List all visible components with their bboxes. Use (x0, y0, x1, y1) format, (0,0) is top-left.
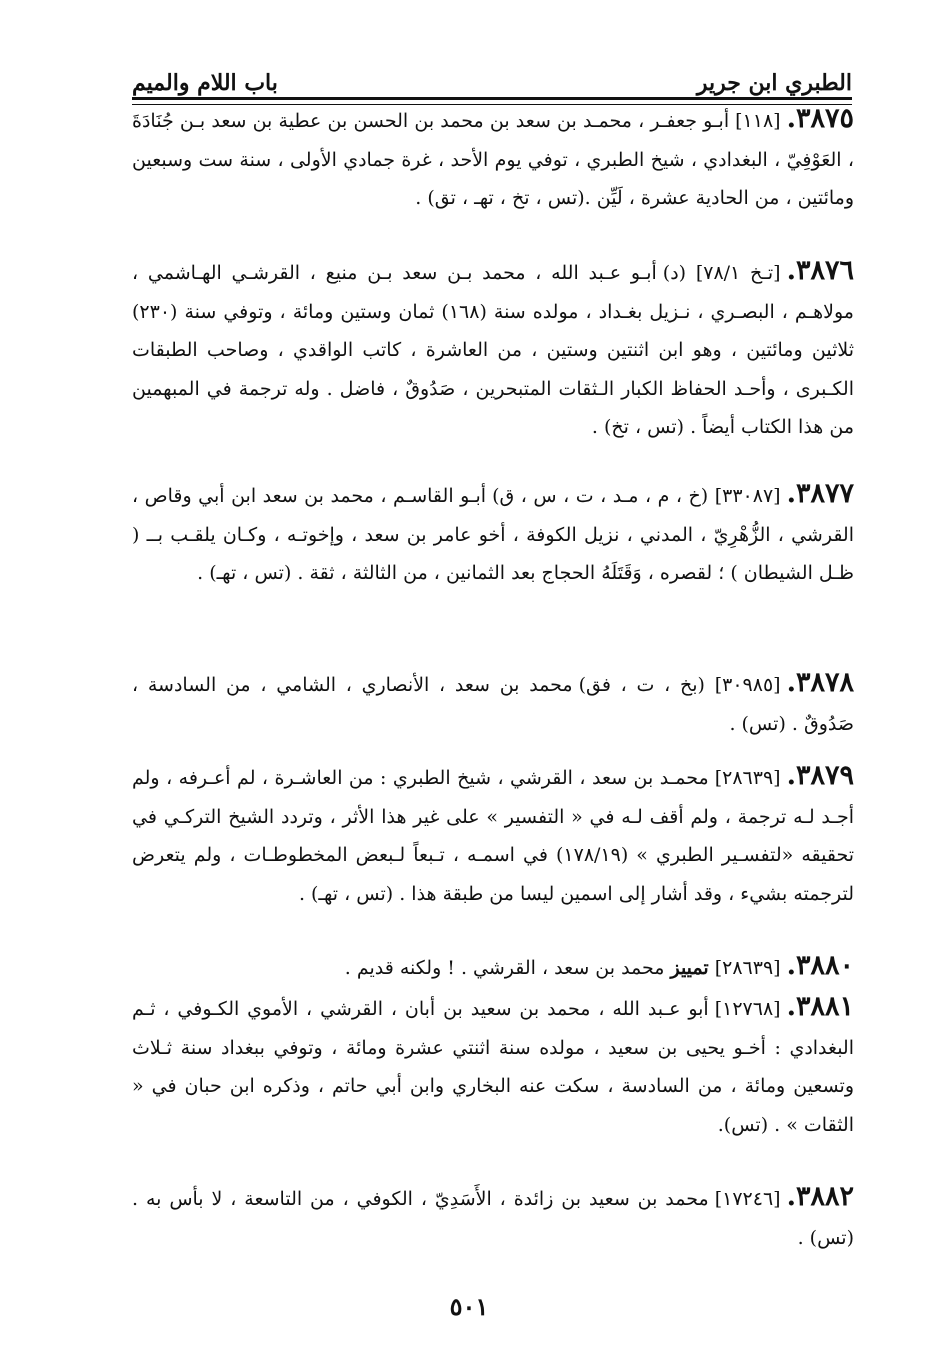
chapter-title: باب اللام والميم (132, 70, 278, 96)
entry-number: ٣٨٧٨. (786, 667, 854, 698)
entry-text: محمد بن سعيد بن زائدة ، الأَسَدِيّ ، الكوفي ، من التاسعة ، لا بأس به . (تس) . (132, 1188, 854, 1249)
entry-3875 (132, 100, 854, 218)
entry-3882 (132, 1178, 854, 1257)
entry-number: ٣٨٧٩. (786, 760, 854, 791)
entry-ref: [تـخ ٧٨/١] (د) (662, 262, 781, 284)
entry-text: محمد بن سعد ، القرشي . ! ولكنه قديم . (344, 957, 665, 979)
running-header (132, 48, 852, 96)
distinction-tag: تمييز (670, 957, 709, 979)
entry-3878 (132, 664, 854, 743)
entry-text: محمـد بن سعد ، القرشي ، شيخ الطبري : من العاشـرة ، لم أعـرفه ، ولم أجـد لـه ترجمة ، ولم أقف لـه في « التفسير » على غير هذا الأثر ، وتردد الشيخ التركـي في تحقيقه «لتفسـير الطبري » (١٧٨/١٩) في اسمـه ، تـبعاً لـبعض المخطوطـات ، ولم يتعرض لترجمته بشيء ، وقد أشار إلى اسمين ليسا من طبقة هذا . (تس ، تهـ) . (132, 767, 855, 905)
entry-number: ٣٨٨٠. (786, 950, 854, 981)
entry-ref: [١٧٢٤٦] (714, 1188, 781, 1210)
book-title: الطبري ابن جرير (696, 70, 852, 96)
entry-number: ٣٨٧٥. (786, 103, 854, 134)
entry-text: أبو عـبد الله ، محمد بن سعيد بن أبان ، القرشي ، الأموي الكـوفي ، ثـم البغدادي : أخـو يحيى بن سعيد ، مولده سنة اثنتي عشرة ومائة ، وتوفي ببغداد سنة ثـلاث وتسعين ومائة ، من السادسة ، سكت عنه البخاري وابن أبي حاتم ، وذكره ابن حبان في « الثقات » . (تس). (132, 998, 854, 1136)
entry-ref: [١١٨] (735, 110, 781, 132)
entry-3877 (132, 475, 854, 593)
entry-ref: [٢٨٦٣٩] (714, 767, 781, 789)
entry-ref: [٣٠٩٨٥] (بخ ، ت ، فق) (578, 674, 781, 696)
entry-3879 (132, 757, 854, 913)
entry-number: ٣٨٨١. (786, 991, 854, 1022)
entry-number: ٣٨٧٦. (786, 255, 854, 286)
entry-number: ٣٨٨٢. (786, 1181, 854, 1212)
entry-text: أبـو القاسـم ، محمد بن سعد ابن أبي وقاص ، القرشي ، الزُّهْرِيّ ، المدني ، نزيل الكوفة ، أخو عامر بن سعد ، وإخوتـه ، وكـان يلقـب بــ ( ظـل الشيطان ) ؛ لقصره ، وَقَتَلَهُ الحجاج بعد الثمانين ، من الثالثة ، ثقة . (تس ، تهـ) . (132, 485, 854, 584)
entry-number: ٣٨٧٧. (786, 478, 854, 509)
entry-text: محمد بن سعد ، الأنصاري ، الشامي ، من السادسة ، صَدُوقٌ . (تس) . (132, 674, 854, 735)
entry-3880 (132, 947, 854, 988)
entry-ref: [٢٨٦٣٩] (714, 957, 781, 979)
entry-3876 (132, 252, 854, 447)
entry-text: أبـو عـبد الله ، محمد بـن سعد بـن منيع ، القرشـي الهـاشمي ، مولاهـم ، البصـري ، نـزيل بغـداد ، مولده سنة (١٦٨) ثمان وستين ومائة ، وتوفي سنة (٢٣٠) ثلاثين ومائتين ، وهو ابن اثنتين وستين ، من العاشرة ، كاتب الواقدي ، وصاحب الطبقات الكـبرى ، وأحـد الحفاظ الكبار الـثقات المتبحرين ، صَدُوقٌ ، فاضل . وله ترجمة في المبهمين من هذا الكتاب أيضاً . (تس ، تخ) . (132, 262, 854, 438)
entry-ref: [١٢٧٦٨] (714, 998, 781, 1020)
page-number: ٥٠١ (449, 1292, 489, 1321)
entry-3881 (132, 988, 854, 1144)
entry-ref: [٣٣٠٨٧] (خ ، م ، مـد ، ت ، س ، ق) (492, 485, 781, 507)
entry-text: أبـو جعفـر ، محمـد بن سعد بن محمد بن الحسن بن عطية بن سعد بـن جُنَادَةَ ، العَوْفِيّ ، البغدادي ، شيخ الطبري ، توفي يوم الأحد ، غرة جمادي الأولى ، سنة ست وسبعين ومائتين ، من الحادية عشرة ، لَيِّن .(تس ، تخ ، تهـ ، تق) . (132, 110, 854, 209)
